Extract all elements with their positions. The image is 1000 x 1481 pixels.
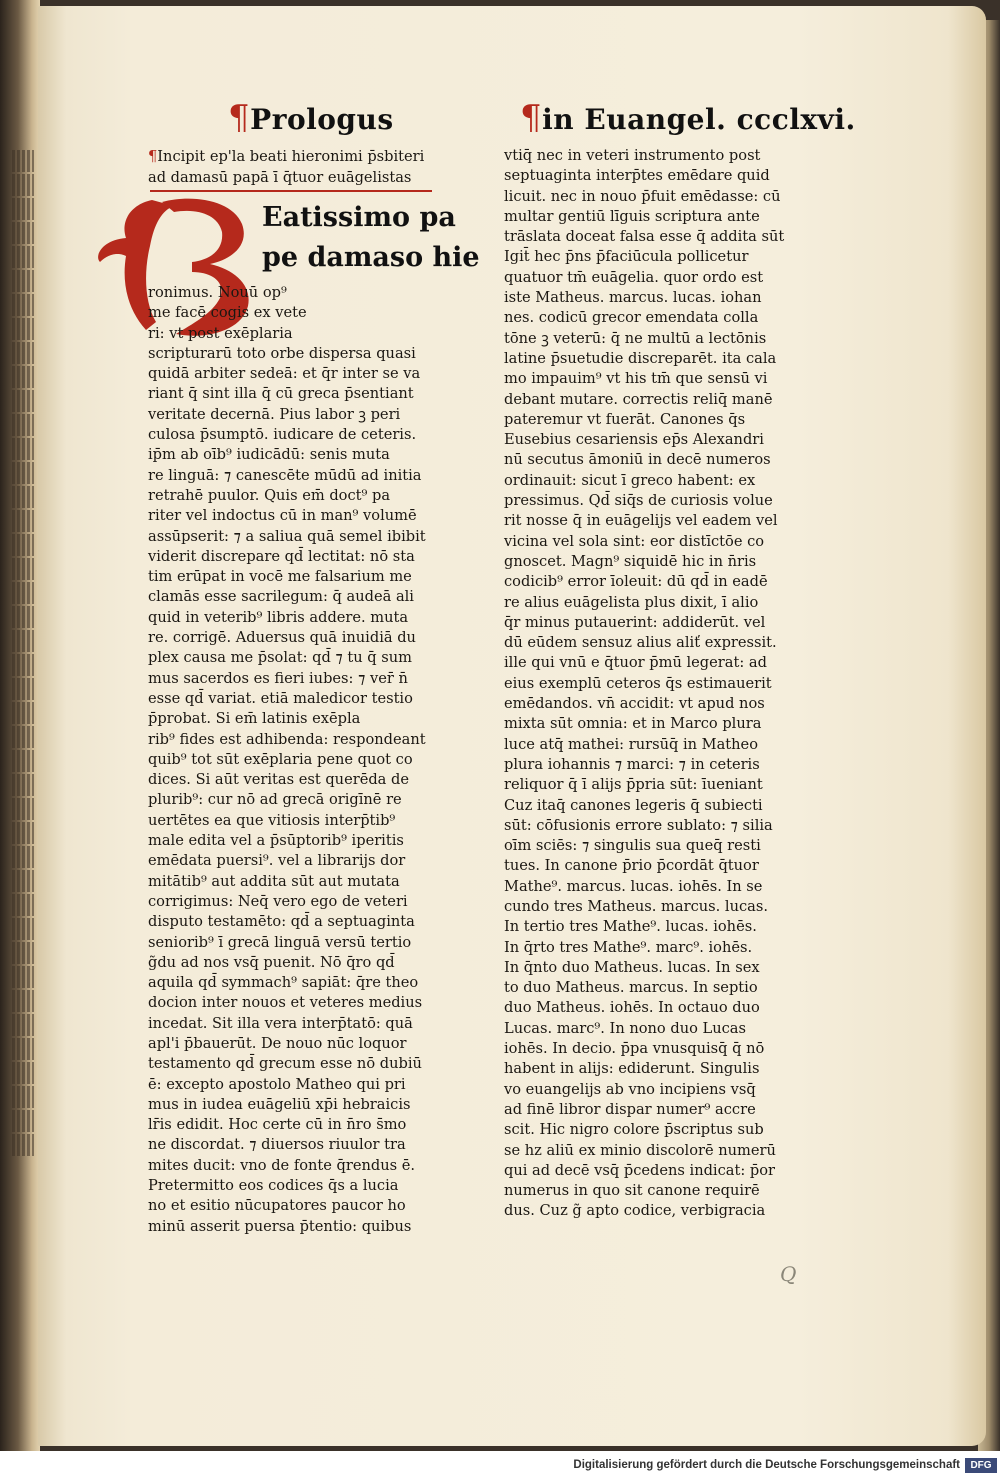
text-line: culosa p̄sumptō. iudicare de ceteris. [148, 426, 417, 444]
text-line: pateremur vt fuerāt. Canones q̄s [504, 410, 746, 428]
previous-page-line [12, 702, 34, 724]
previous-page-line [12, 822, 34, 844]
text-line: In tertio tres Mathe⁹. lucas. iohēs. [504, 918, 757, 936]
previous-page-line [12, 1062, 34, 1084]
text-line: disputo testamēto: qd̄ a septuaginta [148, 913, 415, 931]
previous-page-line [12, 414, 34, 436]
text-line: mus sacerdos es fieri iubes: ⁊ ver̄ n̄ [148, 669, 408, 687]
text-line: multar gentiū līguis scriptura ante [504, 207, 760, 225]
text-line: emēdandos. vn̄ accidit: vt apud nos [504, 695, 765, 713]
previous-page-edge [12, 150, 40, 1210]
text-line: latine p̄suetudie discreparēt. ita cala [504, 349, 777, 367]
text-line: numerus in quo sit canone requirē [504, 1182, 760, 1200]
text-line: to duo Matheus. marcus. In septio [504, 979, 758, 997]
text-line: re. corrigē. Aduersus quā inuidiā du [148, 629, 416, 647]
text-line: pressimus. Qd̄ siq̄s de curiosis volue [504, 492, 773, 510]
previous-page-line [12, 150, 34, 172]
previous-page-line [12, 918, 34, 940]
text-line: duo Matheus. iohēs. In octauo duo [504, 999, 760, 1017]
text-line: Cuz itaq̄ canones legeris q̄ subiecti [504, 796, 763, 814]
previous-page-line [12, 222, 34, 244]
text-line: se hz aliū ex minio discolorē numerū [504, 1141, 776, 1159]
text-line: mites ducit: vno de fonte q̄rendus ē. [148, 1156, 416, 1174]
previous-page-line [12, 294, 34, 316]
text-line: luce atq̄ mathei: rursūq̄ in Matheo [504, 735, 758, 753]
previous-page-line [12, 366, 34, 388]
text-line: mixta sūt omnia: et in Marco plura [504, 715, 762, 733]
previous-page-line [12, 510, 34, 532]
text-line: docion inter nouos et veteres medius [148, 994, 423, 1012]
text-line: In q̄rto tres Mathe⁹. marc⁹. iohēs. [504, 938, 753, 956]
previous-page-line [12, 246, 34, 268]
text-line: retrahē puulor. Quis em̄ doct⁹ pa [148, 486, 391, 504]
text-line: septuaginta interp̄tes emēdare quid [504, 167, 770, 185]
previous-page-line [12, 1038, 34, 1060]
text-line: minū asserit puersa p̄tentio: quibus [148, 1217, 412, 1235]
left-column [148, 283, 426, 1237]
previous-page-line [12, 726, 34, 748]
text-line: tim erūpat in vocē me falsarium me [148, 568, 412, 586]
dfg-logo: DFG [965, 1458, 997, 1473]
text-line: rib⁹ fides est adhibenda: respondeant [148, 730, 426, 748]
text-line: scripturarū toto orbe dispersa quasi [148, 344, 416, 362]
previous-page-line [12, 438, 34, 460]
margin-note: Q [780, 1262, 797, 1286]
text-line: vo euangelijs ab vno incipiens vsq̄ [504, 1080, 756, 1098]
text-line: riter vel indoctus cū in man⁹ volumē [148, 507, 417, 525]
text-line: plex causa me p̄solat: qd̄ ⁊ tu q̄ sum [148, 649, 412, 667]
previous-page-line [12, 942, 34, 964]
text-line: debant mutare. correctis reliq̄ manē [504, 390, 773, 408]
text-line: nū secutus āmoniū in decē numeros [504, 451, 771, 469]
footer-bar [0, 1451, 1000, 1481]
text-line: Lucas. marc⁹. In nono duo Lucas [504, 1019, 746, 1037]
text-line: g̃du ad nos vsq̄ puenit. Nō q̄ro qd̄ [148, 953, 395, 971]
incipit-line: ad damasū papā ī q̄tuor euāgelistas [148, 169, 412, 186]
text-line: ip̄m ab oīb⁹ iudicādū: senis muta [148, 446, 390, 464]
text-line: ne discordat. ⁊ diuersos riuulor tra [148, 1136, 406, 1154]
text-line: quidā arbiter sedeā: et q̄r inter se va [148, 365, 421, 383]
text-line: male edita vel a p̄sūptorib⁹ iperitis [148, 832, 404, 850]
text-line: iste Matheus. marcus. lucas. iohan [504, 289, 762, 307]
text-line: vtiq̄ nec in veteri instrumento post [504, 147, 761, 164]
footer-credit: Digitalisierung gefördert durch die Deutsche Forschungsgemeinschaft [573, 1459, 960, 1471]
text-line: gnoscet. Magn⁹ siquidē hic in n̄ris [504, 552, 757, 570]
previous-page-line [12, 894, 34, 916]
previous-page-line [12, 774, 34, 796]
text-line: tues. In canone p̄rio p̄cordāt q̄tuor [504, 857, 759, 875]
text-line: seniorib⁹ ī grecā linguā versū tertio [148, 933, 412, 951]
text-line: ri: vt post exēplaria [148, 324, 293, 342]
text-line: vicina vel sola sint: eor distīctōe co [504, 532, 765, 550]
running-head-left-text: Prologus [250, 103, 394, 136]
text-line: corrigimus: Neq̄ vero ego de veteri [148, 892, 408, 910]
text-line: aquila qd̄ symmach⁹ sapiāt: q̄re theo [148, 974, 419, 992]
text-line: ordinauit: sicut ī greco habent: ex [504, 471, 756, 489]
text-line: Igit̄ hec p̄ns p̄faciūcula pollicetur [504, 248, 749, 266]
text-line: Pretermitto eos codices q̄s a lucia [148, 1177, 399, 1195]
previous-page-line [12, 198, 34, 220]
previous-page-line [12, 966, 34, 988]
previous-page-line [12, 1086, 34, 1108]
previous-page-line [12, 654, 34, 676]
right-column [504, 146, 784, 1222]
previous-page-line [12, 990, 34, 1012]
text-line: re alius euāgelista plus dixit, ī alio [504, 593, 759, 611]
running-head-left [228, 98, 394, 138]
text-line: plurib⁹: cur nō ad grecā origīnē re [148, 791, 402, 809]
text-line: ad finē libror dispar numer⁹ accre [504, 1100, 756, 1118]
text-line: esse qd̄ variat. etiā maledicor testio [148, 689, 413, 707]
previous-page-line [12, 630, 34, 652]
previous-page-line [12, 390, 34, 412]
pilcrow-icon: ¶ [520, 98, 543, 138]
incipit [148, 146, 424, 188]
pilcrow-icon: ¶ [228, 98, 251, 138]
previous-page-line [12, 318, 34, 340]
text-line: dus. Cuz g̃ apto codice, verbigracia [504, 1202, 766, 1220]
text-line: q̄r minus putauerint: addiderūt. vel [504, 613, 766, 631]
text-line: Eusebius cesariensis ep̄s Alexandri [504, 431, 764, 449]
previous-page-line [12, 174, 34, 196]
opening-words [262, 198, 480, 278]
text-line: scit. Hic nigro colore p̄scriptus sub [504, 1121, 764, 1139]
pilcrow-icon: ¶ [148, 148, 158, 165]
text-line: rit nosse q̄ in euāgelijs vel eadem vel [504, 512, 778, 530]
text-line: codicib⁹ error īoleuit: dū qd̄ in eadē [504, 573, 768, 591]
previous-page-line [12, 342, 34, 364]
previous-page-line [12, 846, 34, 868]
incipit-line [148, 146, 424, 167]
text-line: reliquor q̄ ī alijs p̄pria sūt: īueniant [504, 776, 763, 794]
text-line: lr̄is edidit. Hoc certe cū in n̄ro s̄mo [148, 1116, 407, 1134]
text-line: tōne ꝫ veterū: q̄ ne multū a lectōnis [504, 329, 767, 347]
text-line: iohēs. In decio. p̄pa vnusquisq̄ q̄ nō [504, 1040, 765, 1058]
text-line: dū eūdem sensuz alius aliť expressit. [504, 634, 777, 652]
text-line: assūpserit: ⁊ a saliua quā semel ibibit [148, 527, 426, 545]
previous-page-line [12, 750, 34, 772]
text-line: habent in alijs: ediderunt. Singulis [504, 1060, 760, 1078]
opening-line: Eatissimo pa [262, 202, 456, 233]
text-line: re linguā: ⁊ canescēte mūdū ad initia [148, 466, 422, 484]
text-line: cundo tres Matheus. marcus. lucas. [504, 897, 768, 915]
text-line: me facē cogis ex vete [148, 304, 307, 322]
running-head-right [520, 98, 856, 138]
running-head-right-text: in Euangel. ccclxvi. [542, 103, 856, 136]
text-line: trāslata doceat falsa esse q̄ addita sūt [504, 228, 785, 246]
text-line: quib⁹ tot sūt exēplaria pene quot co [148, 750, 413, 768]
text-line: no et esitio nūcupatores paucor ho [148, 1197, 406, 1215]
text-line: In q̄nto duo Matheus. lucas. In sex [504, 958, 760, 976]
text-line: apl'i p̄bauerūt. De nouo nūc loquor [148, 1034, 407, 1052]
text-line: mitātib⁹ aut addita sūt aut mutata [148, 872, 400, 890]
text-line: emēdata puersi⁹. vel a librarijs dor [148, 852, 406, 870]
text-line: nes. codicū grecor emendata colla [504, 309, 759, 327]
text-line: clamās esse sacrilegum: q̄ audeā ali [148, 588, 414, 606]
text-line: dices. Si aūt veritas est querēda de [148, 771, 409, 789]
previous-page-line [12, 534, 34, 556]
previous-page-line [12, 1134, 34, 1156]
text-line: riant q̄ sint illa q̄ cū greca p̄sentiant [148, 385, 414, 403]
previous-page-line [12, 870, 34, 892]
text-line: veritate decernā. Pius labor ꝫ peri [148, 405, 401, 423]
text-line: qui ad decē vsq̄ p̄cedens indicat: p̄or [504, 1161, 776, 1179]
text-line: mo impauim⁹ vt his tm̄ que sensū vi [504, 370, 768, 388]
text-line: sūt: cōfusionis errore sublato: ⁊ silia [504, 816, 773, 834]
text-line: plura iohannis ⁊ marci: ⁊ in ceteris [504, 755, 760, 773]
text-line: viderit discrepare qd̄ lectitat: nō sta [148, 547, 415, 565]
previous-page-line [12, 606, 34, 628]
previous-page-line [12, 486, 34, 508]
previous-page-line [12, 462, 34, 484]
text-line: p̄probat. Si em̄ latinis exēpla [148, 710, 361, 728]
previous-page-line [12, 558, 34, 580]
incipit-line-text: Incipit ep'la beati hieronimi p̄sbiteri [157, 148, 425, 165]
text-line: testamento qd̄ grecum esse nō dubiū [148, 1055, 422, 1073]
previous-page-line [12, 678, 34, 700]
previous-page-line [12, 270, 34, 292]
previous-page-line [12, 1110, 34, 1132]
previous-page-line [12, 582, 34, 604]
text-line: eius exemplū ceteros q̄s estimauerit [504, 674, 772, 692]
text-line: mus in iudea euāgeliū xp̄i hebraicis [148, 1095, 411, 1113]
text-line: Mathe⁹. marcus. lucas. iohēs. In se [504, 877, 763, 895]
text-line: incedat. Sit illa vera interp̄tatō: quā [148, 1014, 413, 1032]
text-line: quatuor tm̄ euāgelia. quor ordo est [504, 268, 764, 286]
text-line: licuit. nec in nouo p̄fuit emēdasse: cū [504, 187, 781, 205]
text-line: ronimus. Nouū op⁹ [148, 284, 287, 301]
previous-page-line [12, 1014, 34, 1036]
previous-page-line [12, 798, 34, 820]
text-line: ē: excepto apostolo Matheo qui pri [148, 1075, 406, 1093]
text-line: oīm sciēs: ⁊ singulis sua queq̄ resti [504, 837, 761, 855]
text-line: quid in veterib⁹ libris addere. muta [148, 608, 409, 626]
opening-line: pe damaso hie [262, 242, 480, 273]
text-line: ille qui vnū e q̄tuor p̄mū legerat: ad [504, 654, 767, 672]
text-line: uertētes ea que vitiosis interp̄tib⁹ [148, 811, 396, 829]
